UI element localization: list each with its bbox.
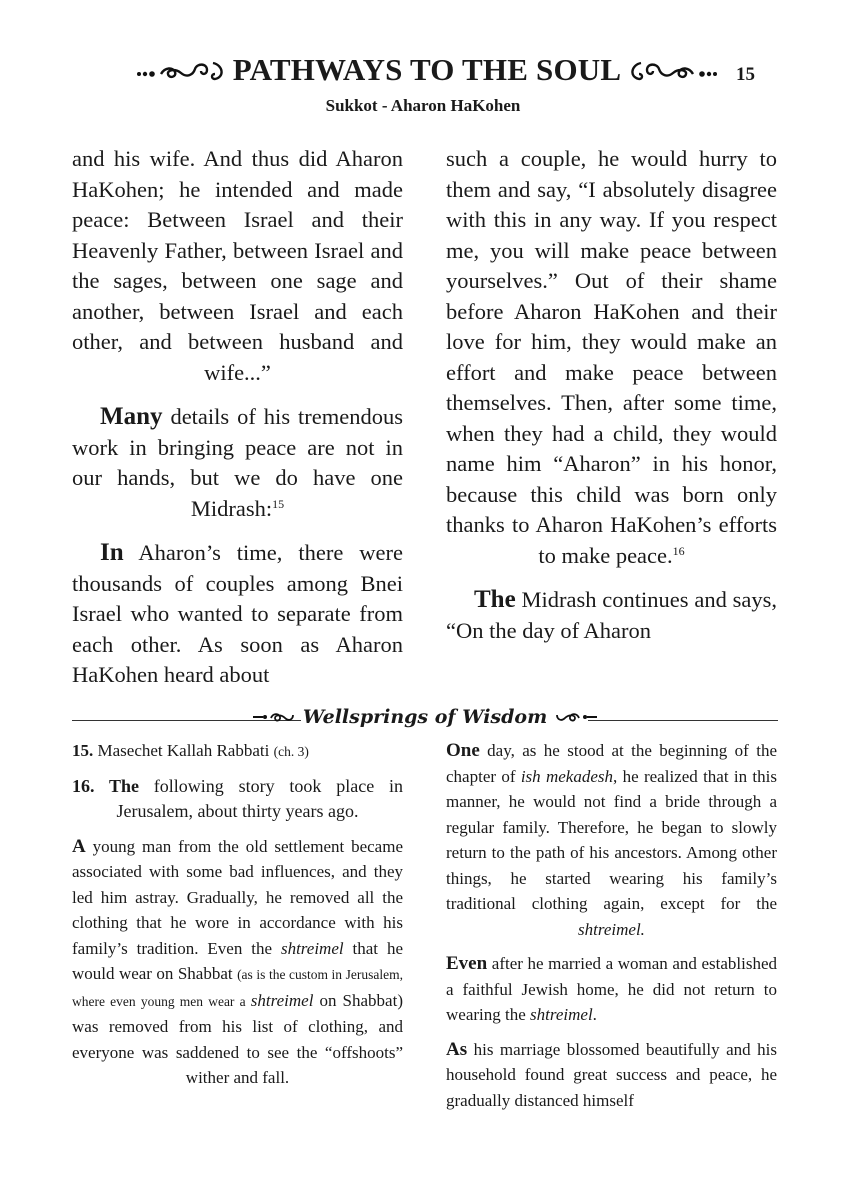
lead-word: As (446, 1038, 468, 1060)
lead-word: In (100, 539, 124, 566)
footnote-text: after he married a woman and established a faithful Jewish home, he did not return to wearing the (446, 954, 777, 1024)
footnote-ref-chapter: (ch. 3) (273, 744, 309, 759)
divider-label-group (72, 706, 778, 728)
right-flourish-icon (627, 57, 719, 83)
footnote-text: following story took place in Jerusalem, about thirty years ago. (116, 775, 404, 821)
paragraph (72, 144, 403, 388)
italic-term: ish mekadesh (520, 766, 614, 786)
paragraph-text: and his wife. And thus did Aharon HaKohen; he intended and made peace: Between Israel and their Heavenly Father, between Israel and the sages, between one sage and another, between Israel and each other, and between husband and wife...” (72, 146, 403, 385)
paragraph (72, 538, 403, 691)
footnote-divider (72, 706, 778, 734)
paragraph (446, 144, 777, 571)
footnote-text: , he realized that in this manner, he would not find a bride through a regular family. Therefore, he began to slowly return to the path of his ancestors. Among other things, he started wearing his family’s traditional clothing again, except for the (446, 766, 777, 913)
main-column-left (72, 144, 403, 691)
footnote-text: young man from the old settlement became associated with some bad influences, and they led him astray. Gradually, he removed all the clothing that he wore in accordance with his family’s tradition. Even the (72, 836, 403, 958)
section-subtitle: Sukkot - Aharon HaKohen (325, 96, 521, 115)
lead-word: One (446, 740, 480, 761)
footnote-paragraph (72, 834, 403, 1091)
footnote-15 (72, 738, 403, 765)
italic-term: shtreimel (250, 990, 314, 1010)
left-flourish-icon (135, 57, 227, 83)
footnote-text: that he would wear on Shabbat (72, 938, 403, 983)
paragraph (72, 402, 403, 524)
main-column-right (446, 144, 777, 646)
footnotes-column-left (72, 738, 403, 1091)
footnote-aside: on (313, 990, 337, 1010)
lead-word: The (94, 775, 139, 796)
divider-label: Wellsprings of Wisdom (302, 706, 548, 728)
page-number: 15 (736, 64, 755, 85)
footnote-16 (72, 774, 403, 825)
lead-word: A (72, 835, 86, 857)
paragraph-text: Midrash continues and says, “On the day of Aharon (446, 587, 777, 643)
footnote-number: 16. (72, 775, 95, 796)
footnote-paragraph (446, 1037, 777, 1114)
italic-term: shtreimel (280, 938, 344, 958)
running-header (0, 52, 846, 92)
footnote-aside: (as is the custom in Jerusalem, where even young men wear a (72, 967, 403, 1009)
footnote-number: 15. (72, 741, 94, 760)
lead-word: Many (100, 403, 163, 430)
header-title-group (132, 52, 722, 88)
paragraph-text: such a couple, he would hurry to them and say, “I absolutely disagree with this in any way. If you respect me, you will make peace between yourselves.” Out of their shame before Aharon HaKohen and their love for him, they would make an effort and make peace between themselves. Then, after some time, when they had a child, they would name him “Aharon” in his honor, because this child was born only thanks to Aharon HaKohen’s efforts to make peace. (446, 146, 777, 568)
italic-term: shtreimel (530, 1005, 593, 1024)
header-title: PATHWAYS TO THE SOUL (232, 52, 622, 87)
right-flourish-icon (553, 709, 597, 725)
lead-word: Even (446, 953, 488, 974)
footnote-paragraph (446, 951, 777, 1028)
footnote-ref-16[interactable]: 16 (672, 543, 685, 558)
footnote-text: . (592, 1005, 597, 1024)
footnotes-column-right (446, 738, 777, 1113)
footnote-text: Shabbat) was removed from his list of clothing, and everyone was saddened to see the “offshoots” wither and fall. (72, 990, 403, 1087)
left-flourish-icon (253, 709, 297, 725)
footnote-paragraph (446, 738, 777, 942)
paragraph-text: details of his tremendous work in bringing peace are not in our hands, but we do have one Midrash: (72, 404, 403, 521)
italic-term: shtreimel. (578, 919, 645, 939)
paragraph-text: Aharon’s time, there were thousands of couples among Bnei Israel who wanted to separate from each other. As soon as Aharon HaKohen heard about (72, 540, 403, 687)
paragraph (446, 585, 777, 646)
footnote-ref-15[interactable]: 15 (272, 496, 285, 511)
footnote-text: Masechet Kallah Rabbati (93, 741, 274, 760)
footnote-text: his marriage blossomed beautifully and his household found great success and peace, he gradually distanced himself (446, 1039, 777, 1110)
footnote-text: day, as he stood at the beginning of the chapter of (446, 741, 777, 786)
lead-word: The (474, 586, 516, 613)
